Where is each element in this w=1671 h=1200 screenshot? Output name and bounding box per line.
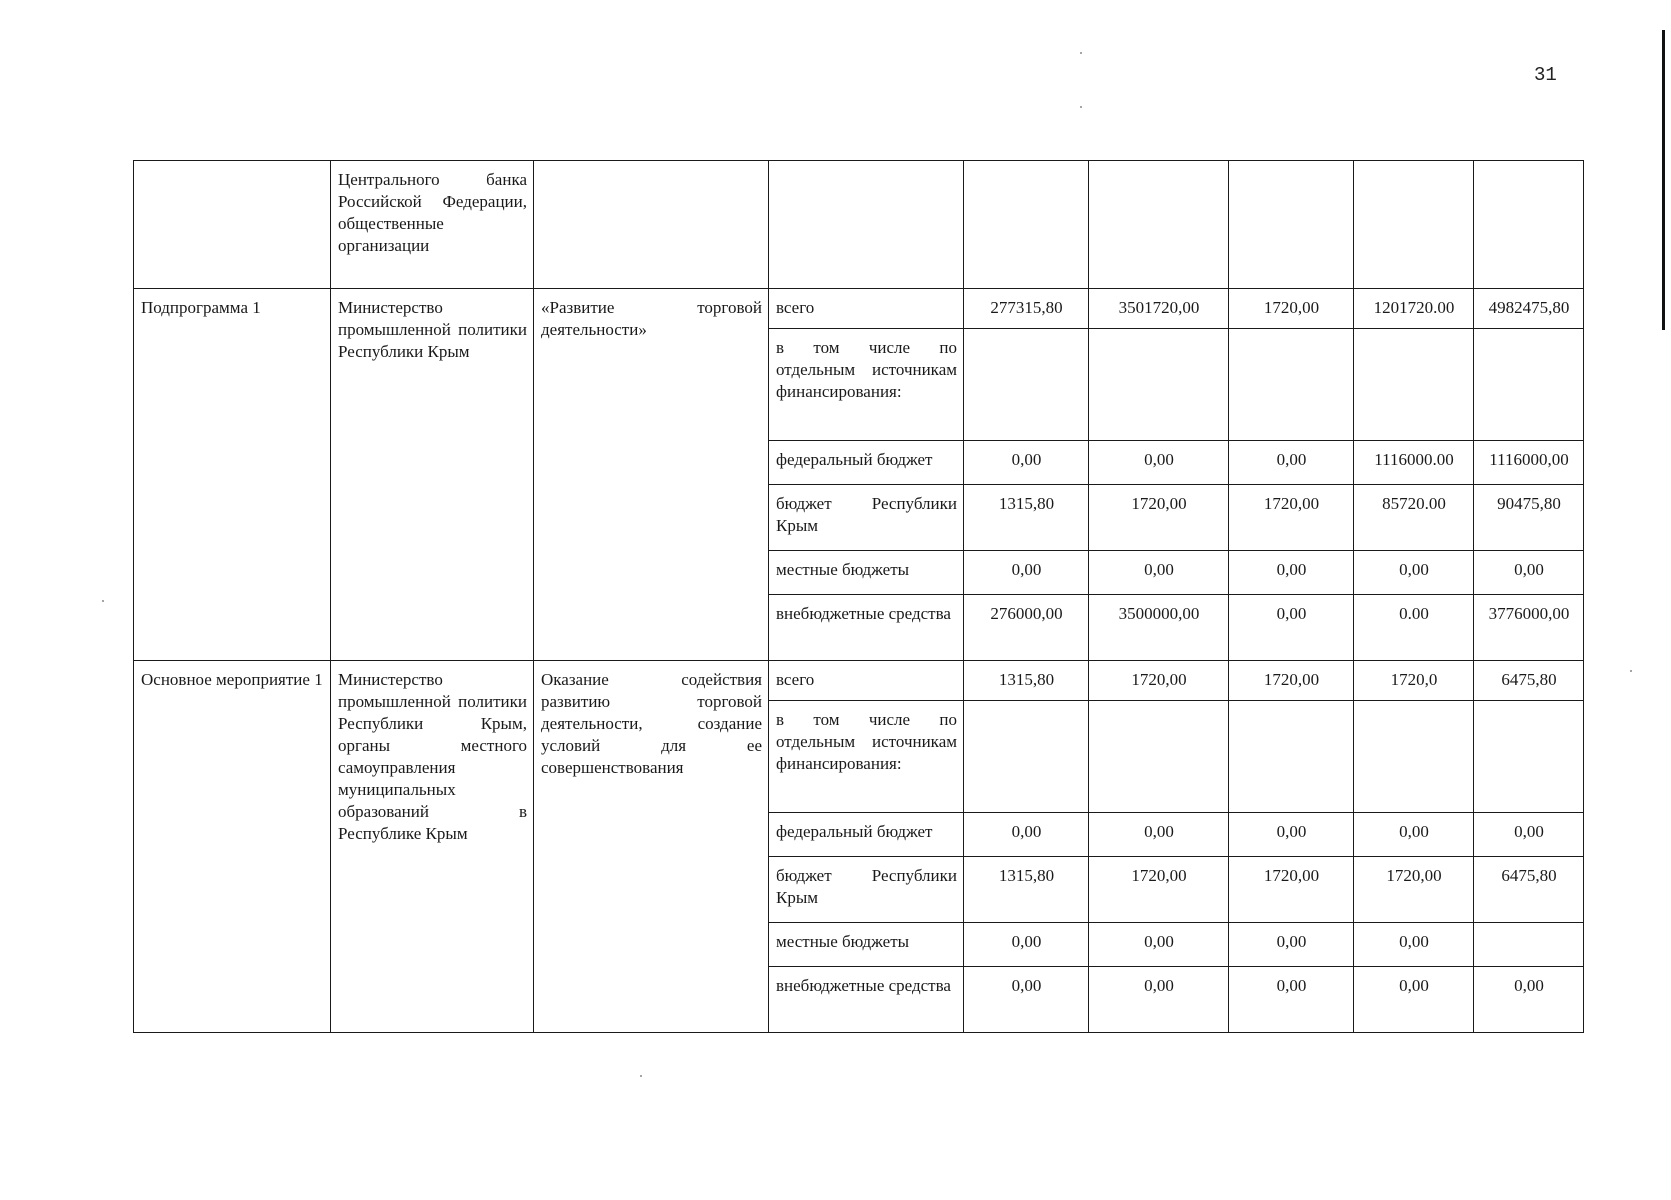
source-cell: [769, 161, 964, 289]
value-cell: 0,00: [1354, 967, 1474, 1033]
value-cell: 1720,00: [1089, 857, 1229, 923]
source-cell: бюджет Республики Крым: [769, 485, 964, 551]
value-cell: [1354, 329, 1474, 441]
value-cell: 1720,00: [1229, 485, 1354, 551]
source-cell: в том числе по отдельным источникам финансирования:: [769, 701, 964, 813]
value-cell: [964, 329, 1089, 441]
value-cell: 0,00: [1354, 923, 1474, 967]
table-row: [134, 289, 1584, 329]
value-cell: 1720,0: [1354, 661, 1474, 701]
source-cell: местные бюджеты: [769, 923, 964, 967]
program-cell: Подпрограмма 1: [134, 289, 331, 661]
source-cell: местные бюджеты: [769, 551, 964, 595]
source-cell: всего: [769, 661, 964, 701]
source-cell: в том числе по отдельным источникам финансирования:: [769, 329, 964, 441]
value-cell: [1474, 329, 1584, 441]
value-cell: [1089, 161, 1229, 289]
value-cell: [1354, 701, 1474, 813]
value-cell: 0,00: [1229, 923, 1354, 967]
value-cell: 1315,80: [964, 485, 1089, 551]
source-cell: федеральный бюджет: [769, 813, 964, 857]
value-cell: [1474, 923, 1584, 967]
value-cell: 4982475,80: [1474, 289, 1584, 329]
value-cell: 90475,80: [1474, 485, 1584, 551]
value-cell: 0.00: [1354, 595, 1474, 661]
program-cell: Основное мероприятие 1: [134, 661, 331, 1033]
value-cell: 0,00: [964, 813, 1089, 857]
value-cell: 0,00: [1089, 923, 1229, 967]
value-cell: 0,00: [1229, 441, 1354, 485]
value-cell: [1229, 329, 1354, 441]
page-number: 31: [1534, 64, 1557, 86]
source-cell: всего: [769, 289, 964, 329]
source-cell: внебюджетные средства: [769, 967, 964, 1033]
value-cell: 0,00: [1229, 967, 1354, 1033]
value-cell: 0,00: [964, 551, 1089, 595]
value-cell: [964, 161, 1089, 289]
value-cell: 3501720,00: [1089, 289, 1229, 329]
scan-speck: [1630, 670, 1632, 672]
value-cell: 6475,80: [1474, 661, 1584, 701]
value-cell: 276000,00: [964, 595, 1089, 661]
value-cell: 0,00: [1089, 813, 1229, 857]
value-cell: 1116000,00: [1474, 441, 1584, 485]
value-cell: 0,00: [964, 923, 1089, 967]
value-cell: [1474, 701, 1584, 813]
description-cell: Оказание содействия развитию торговой деятельности, создание условий для ее совершенствования: [534, 661, 769, 1033]
executor-cell: Министерство промышленной политики Республики Крым: [331, 289, 534, 661]
scan-edge-mark: [1662, 30, 1665, 330]
source-cell: внебюджетные средства: [769, 595, 964, 661]
value-cell: 1720,00: [1354, 857, 1474, 923]
value-cell: 3500000,00: [1089, 595, 1229, 661]
value-cell: 85720.00: [1354, 485, 1474, 551]
value-cell: 0,00: [1474, 967, 1584, 1033]
program-cell: [134, 161, 331, 289]
table-row: [134, 161, 1584, 289]
value-cell: [1229, 161, 1354, 289]
value-cell: [1229, 701, 1354, 813]
value-cell: 0,00: [964, 441, 1089, 485]
value-cell: 277315,80: [964, 289, 1089, 329]
source-cell: бюджет Республики Крым: [769, 857, 964, 923]
executor-cell: Министерство промышленной политики Республики Крым, органы местного самоуправления муниципальных образований в Республике Крым: [331, 661, 534, 1033]
value-cell: 3776000,00: [1474, 595, 1584, 661]
value-cell: 0,00: [1229, 813, 1354, 857]
value-cell: 1720,00: [1089, 661, 1229, 701]
value-cell: 0,00: [964, 967, 1089, 1033]
value-cell: [1089, 329, 1229, 441]
source-cell: федеральный бюджет: [769, 441, 964, 485]
value-cell: 0,00: [1354, 813, 1474, 857]
value-cell: 0,00: [1089, 551, 1229, 595]
value-cell: 1720,00: [1229, 661, 1354, 701]
scan-speck: [640, 1075, 642, 1077]
value-cell: [1089, 701, 1229, 813]
scan-speck: [102, 600, 104, 602]
scan-speck: [1080, 106, 1082, 108]
description-cell: «Развитие торговой деятельности»: [534, 289, 769, 661]
value-cell: [964, 701, 1089, 813]
value-cell: 0,00: [1089, 441, 1229, 485]
value-cell: 1720,00: [1229, 857, 1354, 923]
budget-table: [133, 160, 1584, 1033]
value-cell: 1315,80: [964, 857, 1089, 923]
value-cell: 0,00: [1229, 551, 1354, 595]
value-cell: 1201720.00: [1354, 289, 1474, 329]
value-cell: 0,00: [1474, 813, 1584, 857]
scan-speck: [1080, 52, 1082, 54]
value-cell: 1720,00: [1229, 289, 1354, 329]
value-cell: 1720,00: [1089, 485, 1229, 551]
table-row: [134, 661, 1584, 701]
value-cell: 0,00: [1089, 967, 1229, 1033]
value-cell: 0,00: [1229, 595, 1354, 661]
value-cell: 1315,80: [964, 661, 1089, 701]
value-cell: 0,00: [1354, 551, 1474, 595]
description-cell: [534, 161, 769, 289]
value-cell: 0,00: [1474, 551, 1584, 595]
value-cell: [1354, 161, 1474, 289]
value-cell: 6475,80: [1474, 857, 1584, 923]
executor-cell: Центрального банка Российской Федерации, общественные организации: [331, 161, 534, 289]
value-cell: [1474, 161, 1584, 289]
value-cell: 1116000.00: [1354, 441, 1474, 485]
